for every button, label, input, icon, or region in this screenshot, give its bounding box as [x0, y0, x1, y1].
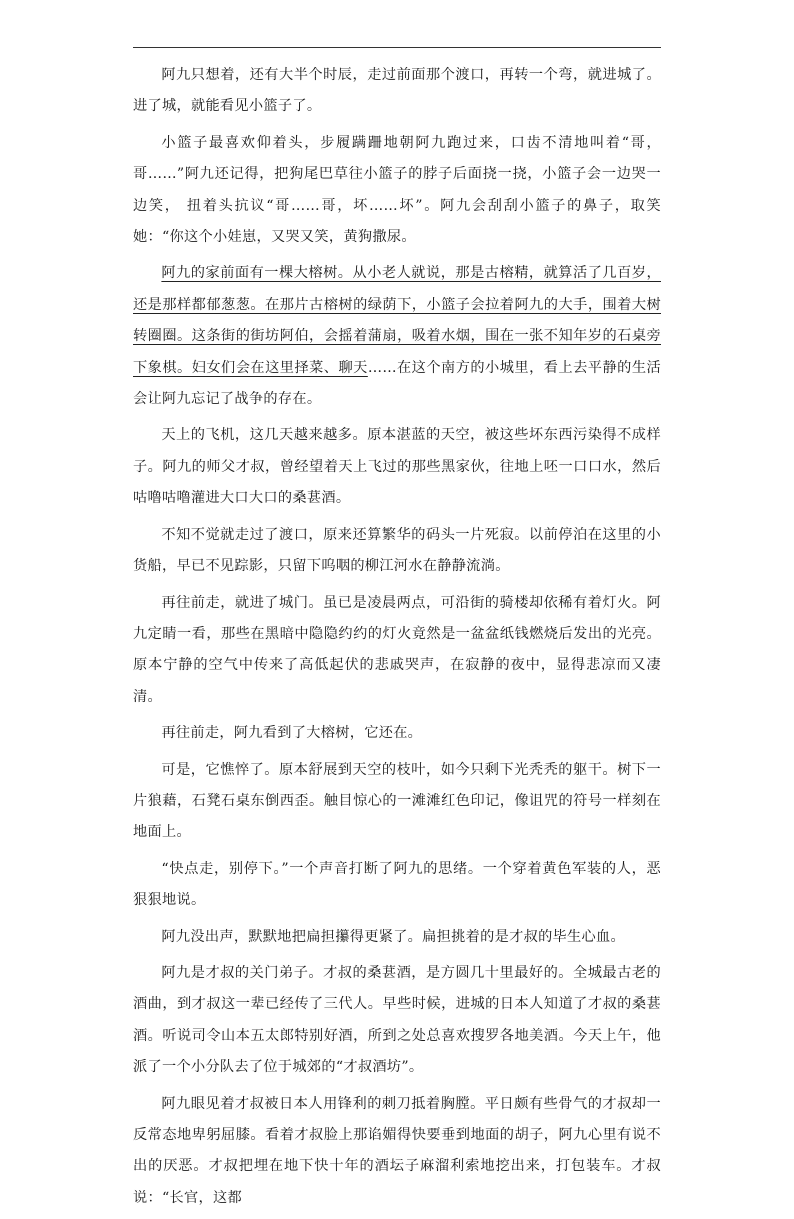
paragraph-text: 天上的飞机，这几天越来越多。原本湛蓝的天空，被这些坏东西污染得不成样子。阿九的师父才叔，曾经望着天上飞过的那些黑家伙，往地上呸一口口水，然后咕噜咕噜灌进大口大口的桑葚酒。	[133, 427, 661, 507]
paragraph-text: 再往前走，就进了城门。虽已是凌晨两点，可沿街的骑楼却依稀有着灯火。阿九定睛一看，那些在黑暗中隐隐约约的灯火竟然是一盆盆纸钱燃烧后发出的光亮。原本宁静的空气中传来了高低起伏的悲戚哭声，在寂静的夜中，显得悲凉而又凄清。	[133, 594, 661, 705]
paragraph-12	[133, 1089, 661, 1215]
paragraph-text: 阿九只想着，还有大半个时辰，走过前面那个渡口，再转一个弯，就进城了。进了城，就能看见小篮子了。	[133, 67, 661, 115]
paragraph-text: ……在这个南方的小城里，看上去平静的生活会让阿九忘记了战争的存在。	[133, 359, 661, 408]
paragraph-text: 可是，它憔悴了。原本舒展到天空的枝叶，如今只剩下光秃秃的躯干。树下一片狼藉，石凳石桌东倒西歪。触目惊心的一滩滩红色印记，像诅咒的符号一样刻在地面上。	[133, 761, 661, 841]
paragraph-text: 小篮子最喜欢仰着头，步履蹒跚地朝阿九跑过来，口齿不清地叫着“哥，哥……”阿九还记得，把狗尾巴草往小篮子的脖子后面挠一挠，小篮子会一边哭一边笑， 扭着头抗议“哥……哥，坏……坏”。阿九会刮刮小篮子的鼻子，取笑她：“你这个小娃崽，又哭又笑，黄狗撒尿。	[133, 134, 661, 246]
paragraph-text: 阿九是才叔的关门弟子。才叔的桑葚酒，是方圆几十里最好的。全城最古老的酒曲，到才叔这一辈已经传了三代人。早些时候，进城的日本人知道了才叔的桑葚酒。听说司令山本五太郎特别好酒，所到之处总喜欢搜罗各地美酒。今天上午，他派了一个小分队去了位于城郊的“才叔酒坊”。	[133, 964, 661, 1076]
paragraph-7	[133, 718, 661, 749]
paragraph-10	[133, 922, 661, 953]
article-body	[133, 60, 661, 1219]
paragraph-text: 阿九没出声，默默地把扁担攥得更紧了。扁担挑着的是才叔的毕生心血。	[161, 928, 625, 945]
paragraph-text: 再往前走，阿九看到了大榕树，它还在。	[161, 725, 423, 742]
header-rule	[133, 47, 661, 48]
paragraph-text: 不知不觉就走过了渡口，原来还算繁华的码头一片死寂。以前停泊在这里的小货船，早已不见踪影，只留下呜咽的柳江河水在静静流淌。	[133, 526, 661, 575]
paragraph-text: 阿九眼见着才叔被日本人用锋利的刺刀抵着胸膛。平日颇有些骨气的才叔却一反常态地卑躬屈膝。看着才叔脸上那谄媚得快要垂到地面的胡子，阿九心里有说不出的厌恶。才叔把埋在地下快十年的酒坛子麻溜利索地挖出来，打包装车。才叔说：“长官，这都	[133, 1095, 661, 1206]
paragraph-8	[133, 755, 661, 849]
paragraph-5	[133, 520, 661, 583]
paragraph-1	[133, 60, 661, 123]
paragraph-11	[133, 958, 661, 1084]
paragraph-3	[133, 258, 661, 415]
paragraph-6	[133, 588, 661, 714]
paragraph-9	[133, 854, 661, 917]
paragraph-2	[133, 128, 661, 254]
paragraph-text: “快点走，别停下。”一个声音打断了阿九的思绪。一个穿着黄色军装的人，恶狠狠地说。	[133, 860, 661, 909]
paragraph-4	[133, 420, 661, 514]
underlined-passage: 阿九的家前面有一棵大榕树。从小老人就说，那是古榕精，就算活了几百岁，还是那样都郁葱葱。在那片古榕树的绿荫下，小篮子会拉着阿九的大手，围着大树转圈圈。这条街的街坊阿伯，会摇着蒲扇，吸着水烟，围在一张不知年岁的石桌旁下象棋。妇女们会在这里择菜、聊天	[133, 265, 661, 376]
